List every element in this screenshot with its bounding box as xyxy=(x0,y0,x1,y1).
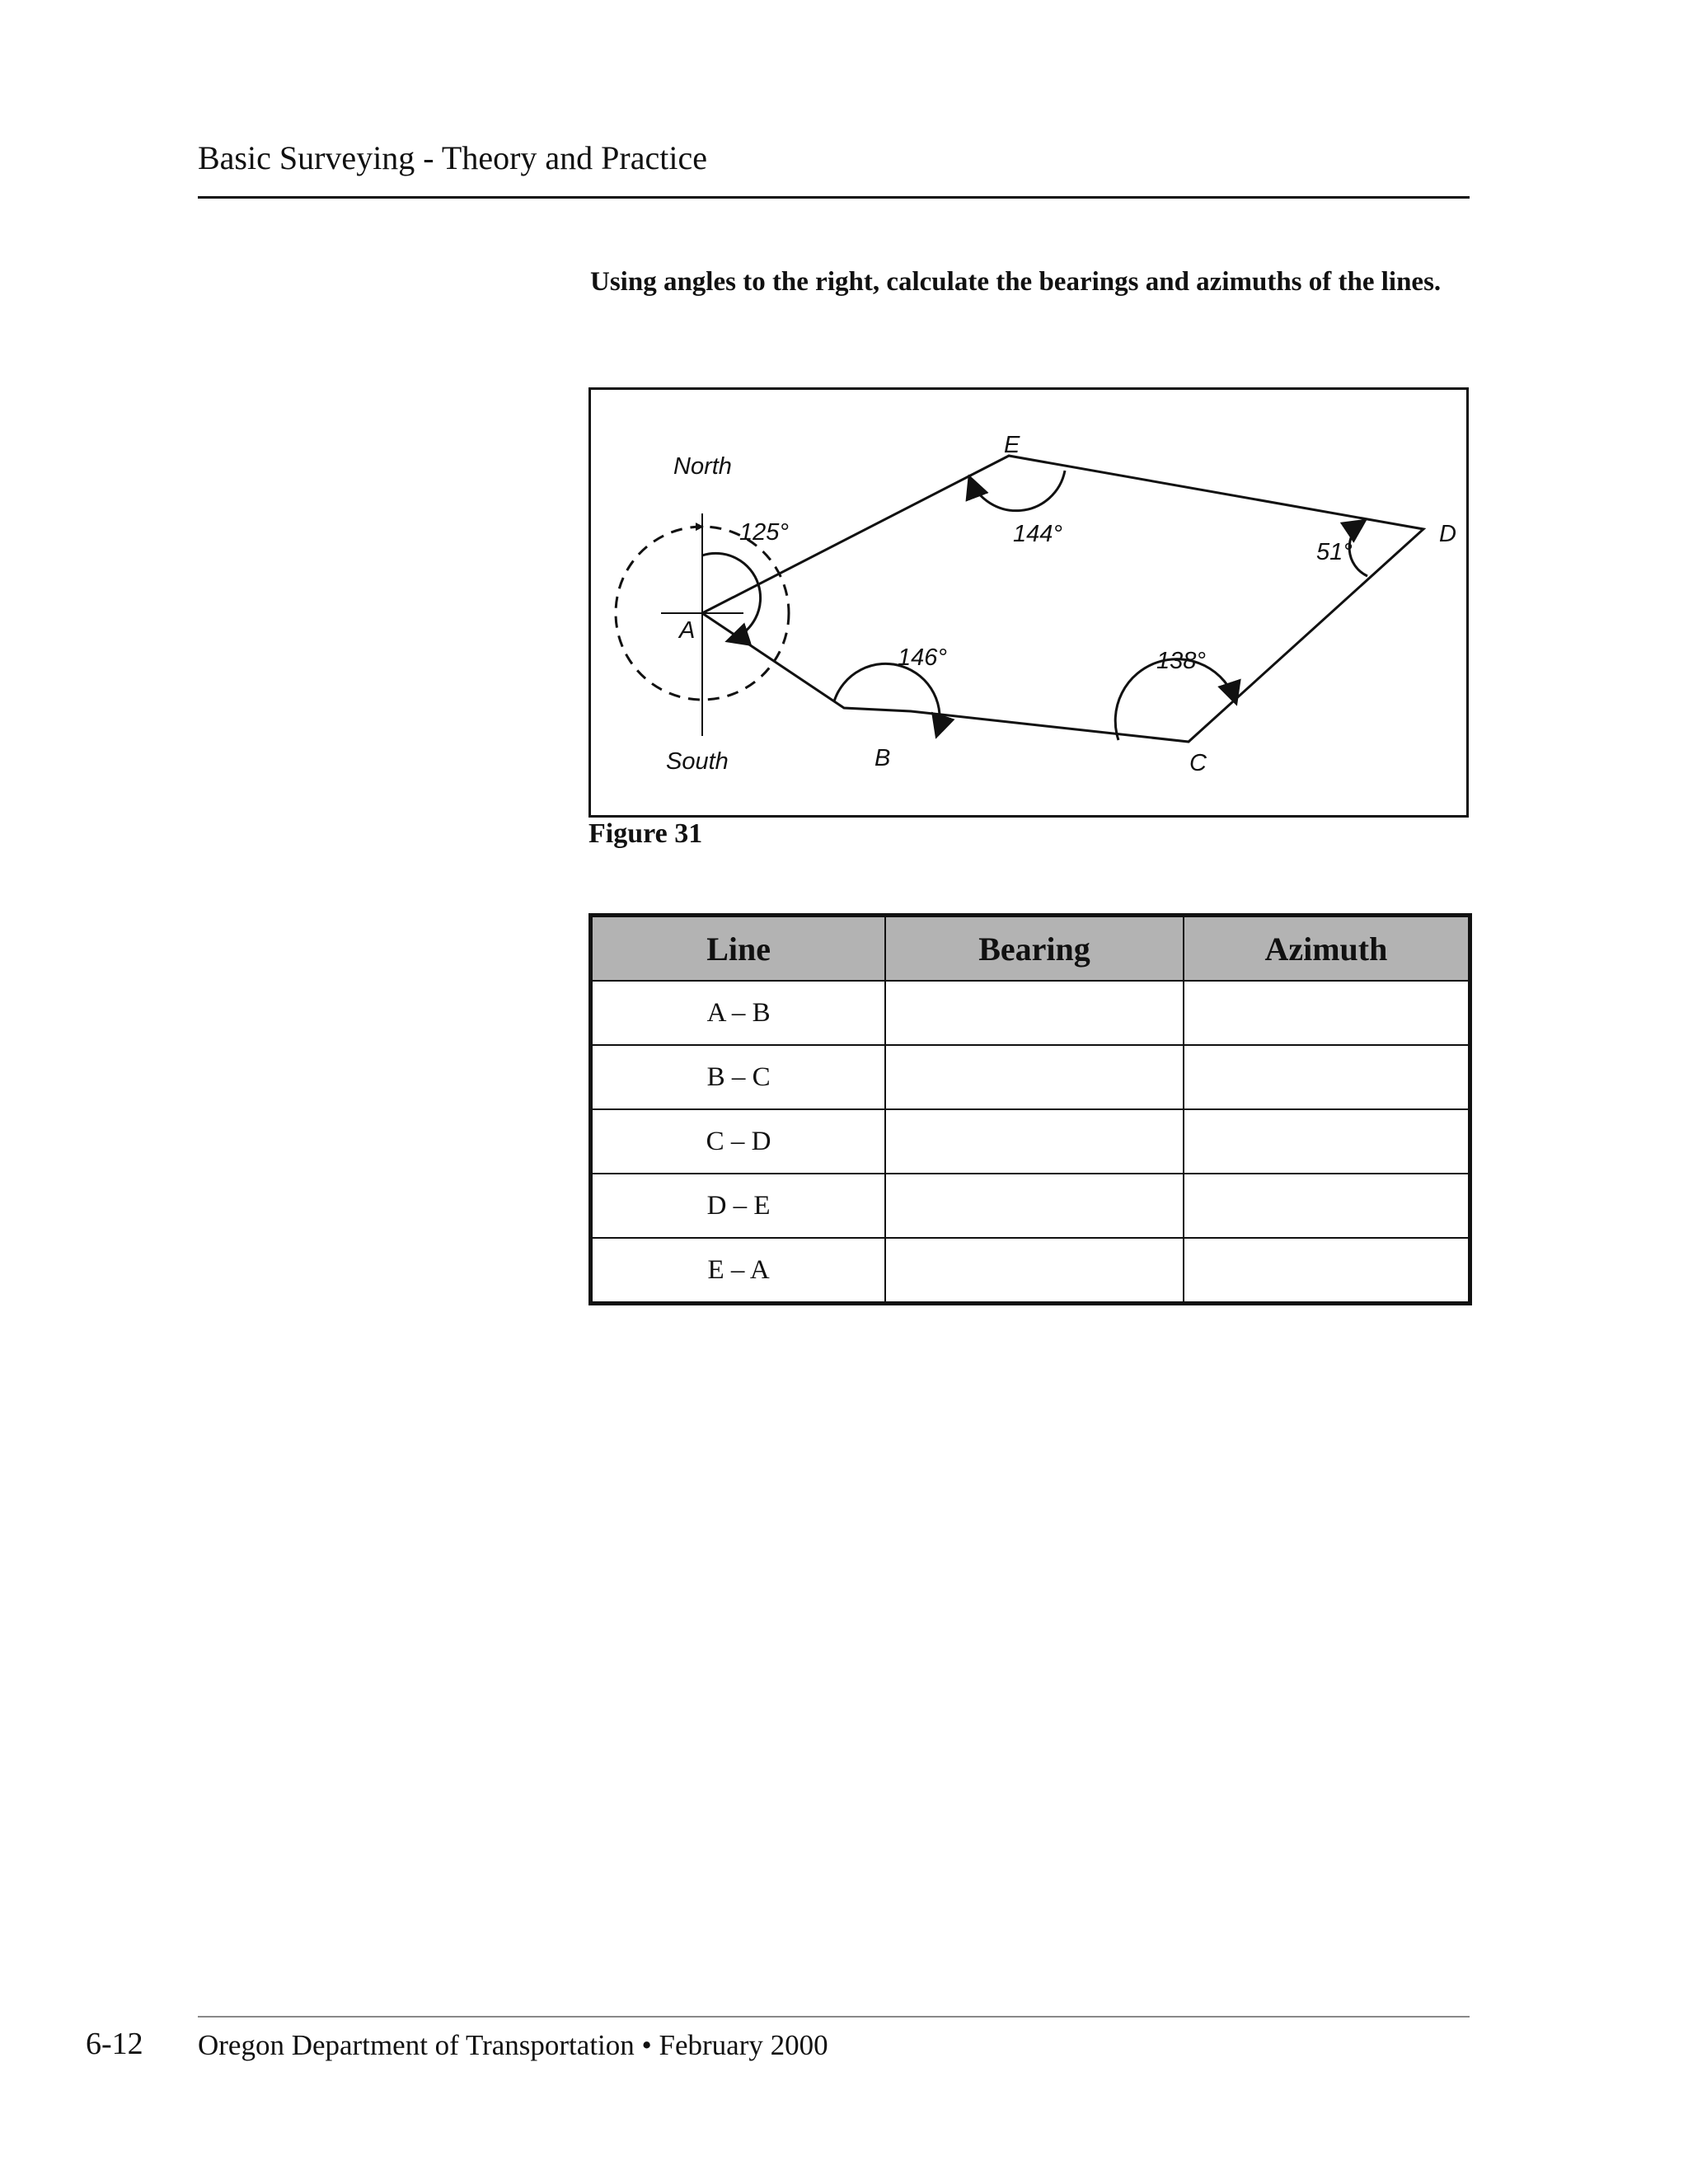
traverse-polygon xyxy=(702,456,1423,742)
angle-arc-e xyxy=(970,471,1065,511)
label-point-d: D xyxy=(1439,521,1456,547)
azimuth-cell[interactable] xyxy=(1184,1109,1470,1174)
line-cell: A – B xyxy=(591,981,886,1045)
table-row xyxy=(591,1045,1470,1109)
table-row xyxy=(591,981,1470,1045)
azimuth-cell[interactable] xyxy=(1184,1238,1470,1304)
line-cell: C – D xyxy=(591,1109,886,1174)
page-number: 6-12 xyxy=(86,2027,143,2061)
instructions-text: Using angles to the right, calculate the bearings and azimuths of the lines. xyxy=(590,267,1442,297)
azimuth-cell[interactable] xyxy=(1184,1174,1470,1238)
angle-label-e: 144° xyxy=(1013,521,1062,547)
label-point-c: C xyxy=(1189,750,1207,776)
table-header-row xyxy=(591,916,1470,982)
figure-caption: Figure 31 xyxy=(588,818,703,849)
angle-arc-b xyxy=(834,663,940,734)
page-header-title: Basic Surveying - Theory and Practice xyxy=(198,139,707,176)
angle-label-d: 51° xyxy=(1316,539,1353,565)
angle-label-a: 125° xyxy=(739,519,789,546)
label-point-b: B xyxy=(874,745,891,771)
traverse-figure xyxy=(588,387,1469,818)
label-south: South xyxy=(666,748,729,775)
line-cell: B – C xyxy=(591,1045,886,1109)
line-cell: D – E xyxy=(591,1174,886,1238)
table-row xyxy=(591,1238,1470,1304)
table-row xyxy=(591,1174,1470,1238)
line-cell: E – A xyxy=(591,1238,886,1304)
bearing-cell[interactable] xyxy=(885,1174,1184,1238)
table-row xyxy=(591,1109,1470,1174)
bearing-cell[interactable] xyxy=(885,981,1184,1045)
label-north: North xyxy=(673,453,732,480)
bearing-azimuth-table xyxy=(588,913,1472,1305)
angle-label-c: 138° xyxy=(1156,648,1206,674)
bearing-cell[interactable] xyxy=(885,1238,1184,1304)
column-header-azimuth: Azimuth xyxy=(1184,916,1470,982)
header-rule xyxy=(198,196,1470,199)
label-point-e: E xyxy=(1004,432,1020,458)
azimuth-cell[interactable] xyxy=(1184,1045,1470,1109)
footer-rule xyxy=(198,2016,1470,2018)
angle-label-b: 146° xyxy=(898,644,947,671)
azimuth-cell[interactable] xyxy=(1184,981,1470,1045)
column-header-bearing: Bearing xyxy=(885,916,1184,982)
column-header-line: Line xyxy=(591,916,886,982)
bearing-cell[interactable] xyxy=(885,1109,1184,1174)
footer-text: Oregon Department of Transportation • February 2000 xyxy=(198,2029,828,2061)
bearing-cell[interactable] xyxy=(885,1045,1184,1109)
traverse-diagram xyxy=(591,390,1471,820)
label-point-a: A xyxy=(679,617,696,644)
circle-arrow xyxy=(663,527,702,537)
